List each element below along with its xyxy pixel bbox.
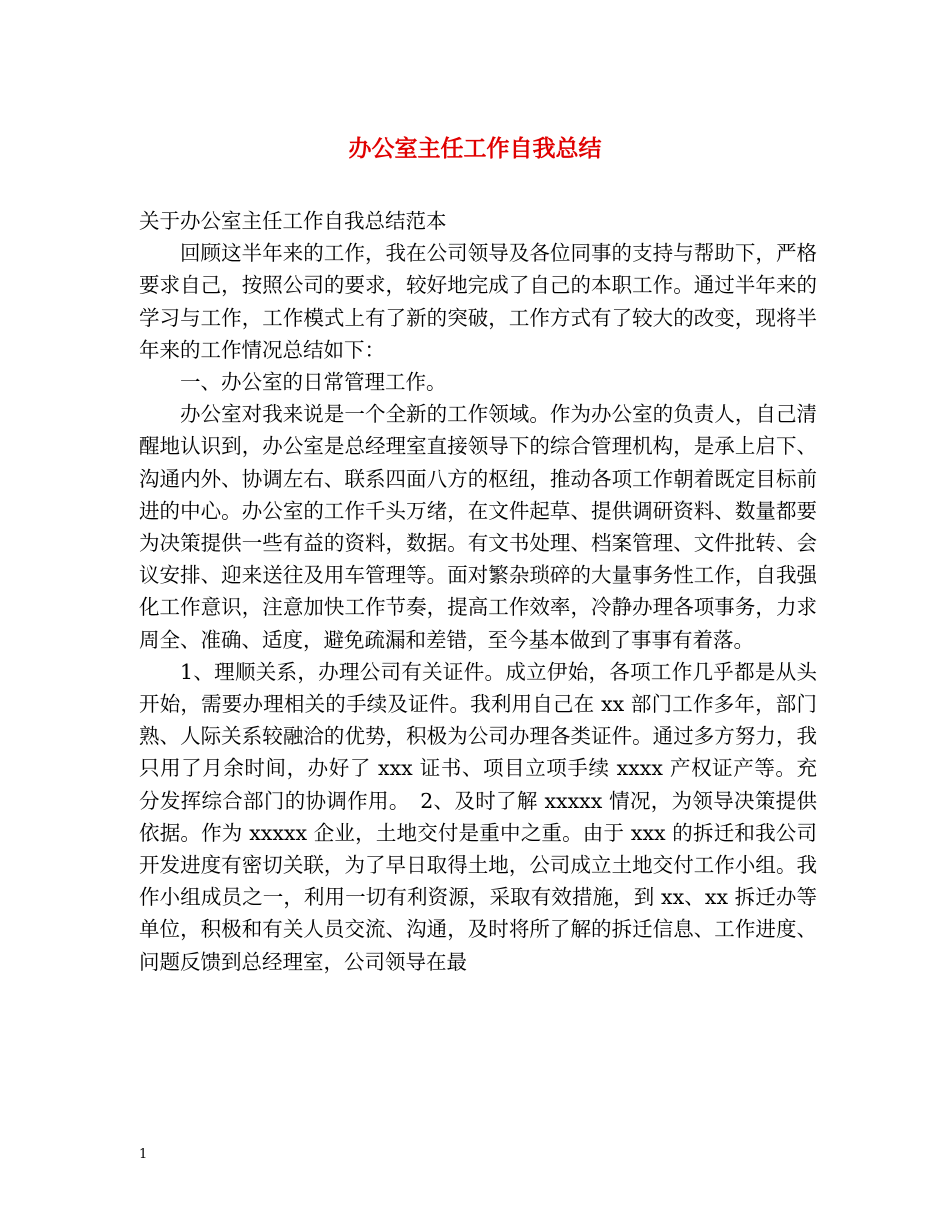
paragraph-intro: 回顾这半年来的工作，我在公司领导及各位同事的支持与帮助下，严格要求自己，按照公司的要求，较好地完成了自己的本职工作。通过半年来的学习与工作，工作模式上有了新的突破，工作方式有了较大的改变，现将半年来的工作情况总结如下： xyxy=(139,241,817,362)
document-subtitle: 关于办公室主任工作自我总结范本 xyxy=(139,209,447,233)
document-title: 办公室主任工作自我总结 xyxy=(348,135,602,162)
page-number: 1 xyxy=(139,1147,148,1162)
paragraph-office-role: 办公室对我来说是一个全新的工作领域。作为办公室的负责人，自己清醒地认识到，办公室是总经理室直接领导下的综合管理机构，是承上启下、沟通内外、协调左右、联系四面八方的枢纽，推动各项工作朝着既定目标前进的中心。办公室的工作千头万绪，在文件起草、提供调研资料、数量都要为决策提供一些有益的资料，数据。有文书处理、档案管理、文件批转、会议安排、迎来送往及用车管理等。面对繁杂琐碎的大量事务性工作，自我强化工作意识，注意加快工作节奏，提高工作效率，冷静办理各项事务，力求周全、准确、适度，避免疏漏和差错，至今基本做到了事事有着落。 xyxy=(139,402,817,652)
section-heading-daily-management: 一、办公室的日常管理工作。 xyxy=(180,370,447,395)
paragraph-certificates-and-land: 1、理顺关系，办理公司有关证件。成立伊始，各项工作几乎都是从头开始，需要办理相关的手续及证件。我利用自己在 xx 部门工作多年，部门熟、人际关系较融洽的优势，积极为公司办理各类证件。通过多方努力，我只用了月余时间，办好了 xxx 证书、项目立项手续 xxxx 产权证产等。充分发挥综合部门的协调作用。 2、及时了解 xxxxx 情况，为领导决策提供依据。作为 xxxxx 企业，土地交付是重中之重。由于 xxx 的拆迁和我公司开发进度有密切关联，为了早日取得土地，公司成立土地交付工作小组。我作小组成员之一，利用一切有利资源，采取有效措施，到 xx、xx 拆迁办等单位，积极和有关人员交流、沟通，及时将所了解的拆迁信息、工作进度、问题反馈到总经理室，公司领导在最 xyxy=(139,659,817,974)
document-body xyxy=(139,205,817,978)
